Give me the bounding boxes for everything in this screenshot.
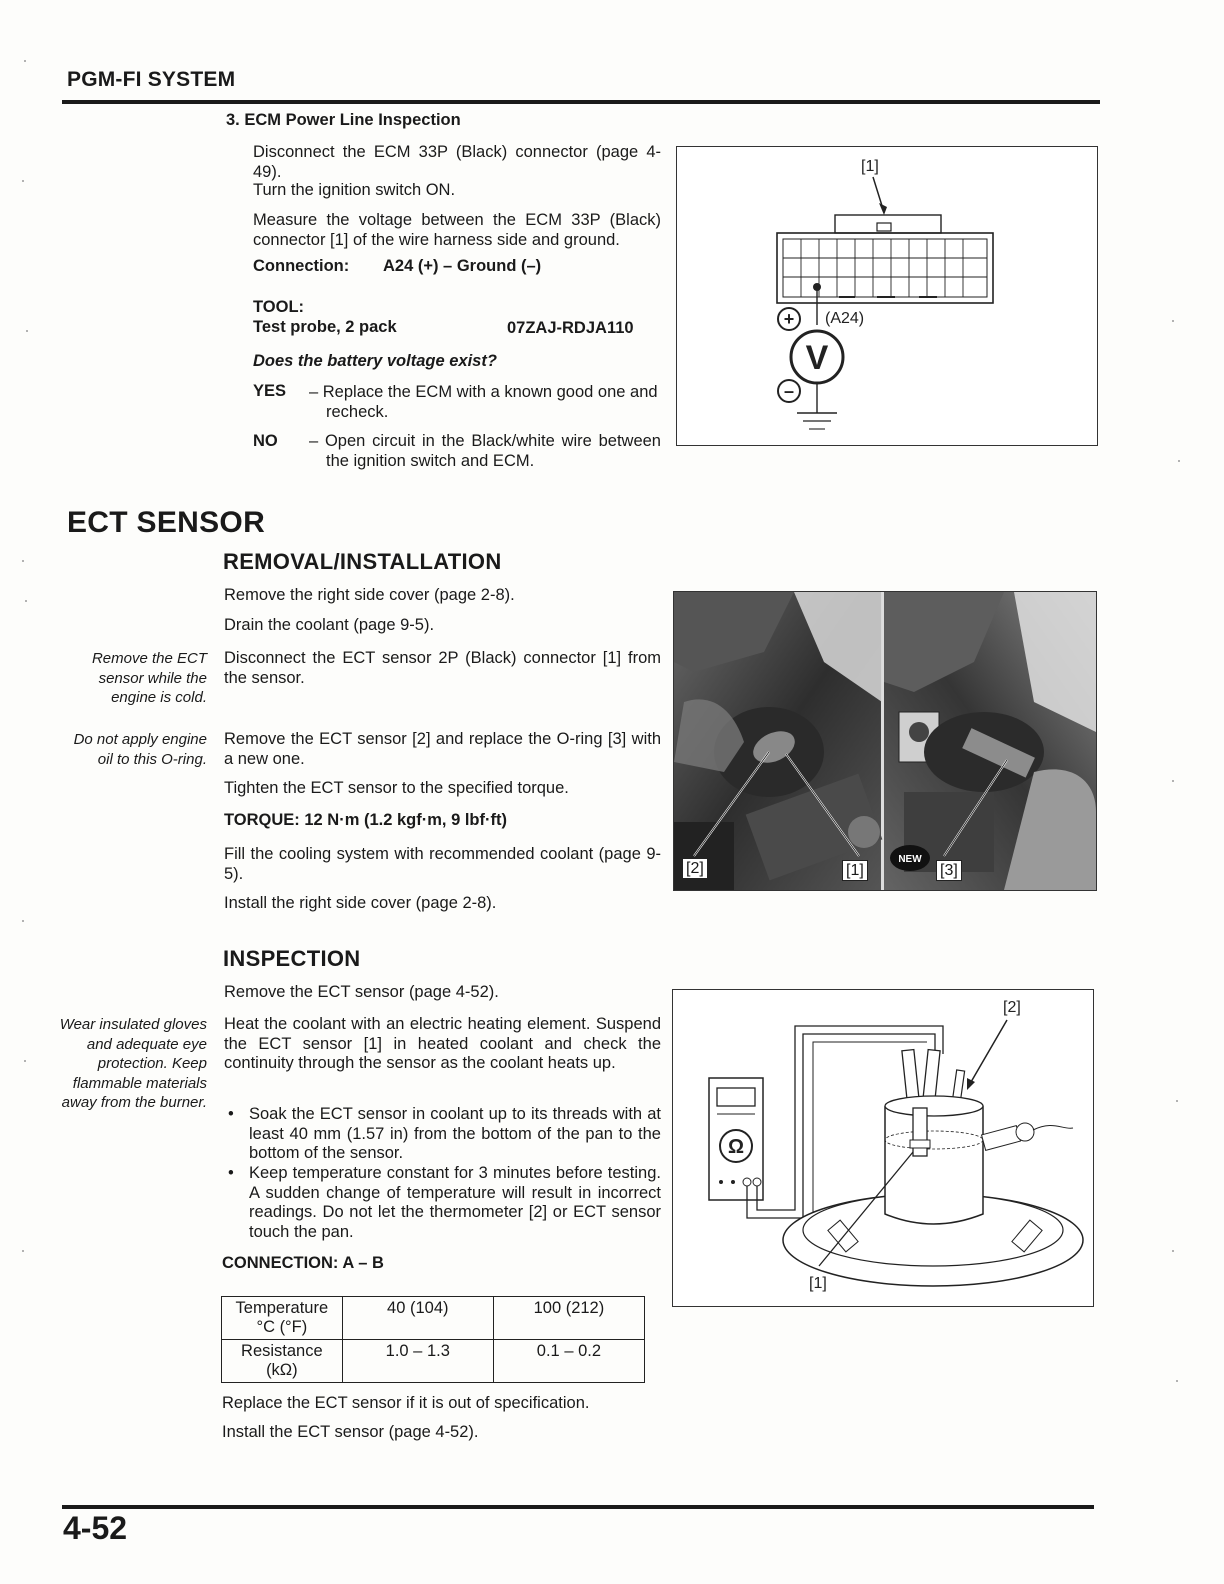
table-cell: 0.1 – 0.2 <box>493 1340 644 1383</box>
table-cell: 100 (212) <box>493 1297 644 1340</box>
table-cell: Temperature °C (°F) <box>222 1297 343 1340</box>
removal-step-7: Install the right side cover (page 2-8). <box>224 894 497 912</box>
table-row <box>222 1297 645 1340</box>
inspection-step-2: Heat the coolant with an electric heating element. Suspend the ECT sensor [1] in heated coolant and check the continuity through the sensor as the coolant heats up. <box>224 1015 661 1072</box>
removal-step-3: Disconnect the ECT sensor 2P (Black) connector [1] from the sensor. <box>224 649 661 687</box>
ect-removal-photo <box>673 591 1097 891</box>
bullet-mark: • <box>228 1164 234 1182</box>
ecm-connector-diagram <box>677 147 1097 445</box>
removal-step-4: Remove the ECT sensor [2] and replace the O-ring [3] with a new one. <box>224 730 661 768</box>
inspection-diagram <box>673 990 1093 1306</box>
inspection-title: INSPECTION <box>223 946 361 971</box>
ohmmeter-icon: Ω <box>727 1136 745 1158</box>
footer-rule <box>62 1505 1094 1509</box>
engine-photo-illustration <box>674 592 1096 890</box>
photo-label-1: [1] <box>842 860 868 881</box>
bullet-1-text: Soak the ECT sensor in coolant up to its threads with at least 40 mm (1.57 in) from the bottom of the pan to the bottom of the sensor. <box>249 1105 661 1162</box>
table-row <box>222 1340 645 1383</box>
bullet-mark: • <box>228 1105 234 1123</box>
photo-label-3: [3] <box>936 860 962 881</box>
table-cell: Resistance (kΩ) <box>222 1340 343 1383</box>
bullet-2-text: Keep temperature constant for 3 minutes before testing. A sudden change of temperature will result in incorrect readings. Do not let the thermometer [2] or ECT sensor touch the pan. <box>249 1164 661 1241</box>
pin-a24-label: (A24) <box>825 310 865 327</box>
inspection-step-1: Remove the ECT sensor (page 4-52). <box>224 983 499 1001</box>
no-label: NO <box>253 432 278 450</box>
table-cell: 40 (104) <box>342 1297 493 1340</box>
inspection-step-3: Replace the ECT sensor if it is out of specification. <box>222 1394 590 1412</box>
section-header: PGM-FI SYSTEM <box>67 68 236 91</box>
yes-text: – Replace the ECM with a known good one and recheck. <box>309 383 658 421</box>
removal-note-cold-engine: Remove the ECT sensor while the engine is cold. <box>91 650 207 706</box>
tool-name: Test probe, 2 pack <box>253 318 397 336</box>
yes-label: YES <box>253 382 287 400</box>
ecm-step-1: Disconnect the ECM 33P (Black) connector (page 4-49). <box>253 143 661 181</box>
removal-step-1: Remove the right side cover (page 2-8). <box>224 586 515 604</box>
removal-step-2: Drain the coolant (page 9-5). <box>224 616 435 634</box>
tool-label: TOOL: <box>253 298 305 316</box>
inspection-step-4: Install the ECT sensor (page 4-52). <box>222 1423 479 1441</box>
tool-number: 07ZAJ-RDJA110 <box>507 319 634 337</box>
connection-label: Connection: <box>253 257 350 275</box>
inspection-bullet-1 <box>228 1105 661 1164</box>
sensor-callout: [1] <box>809 1275 827 1292</box>
removal-step-6: Fill the cooling system with recommended coolant (page 9-5). <box>224 845 661 883</box>
ecm-step-2: Turn the ignition switch ON. <box>253 181 456 199</box>
resistance-spec-table <box>221 1296 645 1383</box>
figure-callout-1: [1] <box>861 158 879 175</box>
battery-question: Does the battery voltage exist? <box>253 352 497 370</box>
table-cell: 1.0 – 1.3 <box>342 1340 493 1383</box>
page-number: 4-52 <box>63 1510 128 1546</box>
ecm-heading: 3. ECM Power Line Inspection <box>226 111 461 129</box>
minus-icon: – <box>783 381 795 401</box>
ect-inspection-figure <box>672 989 1094 1307</box>
no-text: – Open circuit in the Black/white wire between the ignition switch and ECM. <box>309 432 661 470</box>
ecm-connector-figure <box>676 146 1098 446</box>
torque-spec: TORQUE: 12 N·m (1.2 kgf·m, 9 lbf·ft) <box>224 811 507 829</box>
plus-icon: + <box>783 309 795 329</box>
inspection-bullet-2 <box>228 1164 661 1242</box>
ecm-step-3: Measure the voltage between the ECM 33P (Black) connector [1] of the wire harness side and ground. <box>253 211 661 249</box>
ect-sensor-title: ECT SENSOR <box>67 506 266 539</box>
connection-value: A24 (+) – Ground (–) <box>383 257 542 275</box>
connection-a-b: CONNECTION: A – B <box>222 1254 384 1272</box>
photo-label-2: [2] <box>682 858 708 879</box>
removal-installation-title: REMOVAL/INSTALLATION <box>223 549 502 574</box>
new-part-icon: NEW <box>898 854 922 865</box>
voltmeter-icon: V <box>805 339 829 377</box>
inspection-safety-note: Wear insulated gloves and adequate eye protection. Keep flammable materials away from the burner. <box>59 1016 207 1111</box>
removal-step-5: Tighten the ECT sensor to the specified torque. <box>224 779 569 797</box>
header-rule <box>62 100 1100 104</box>
thermometer-callout: [2] <box>1003 999 1021 1016</box>
removal-note-o-ring: Do not apply engine oil to this O-ring. <box>73 731 207 768</box>
